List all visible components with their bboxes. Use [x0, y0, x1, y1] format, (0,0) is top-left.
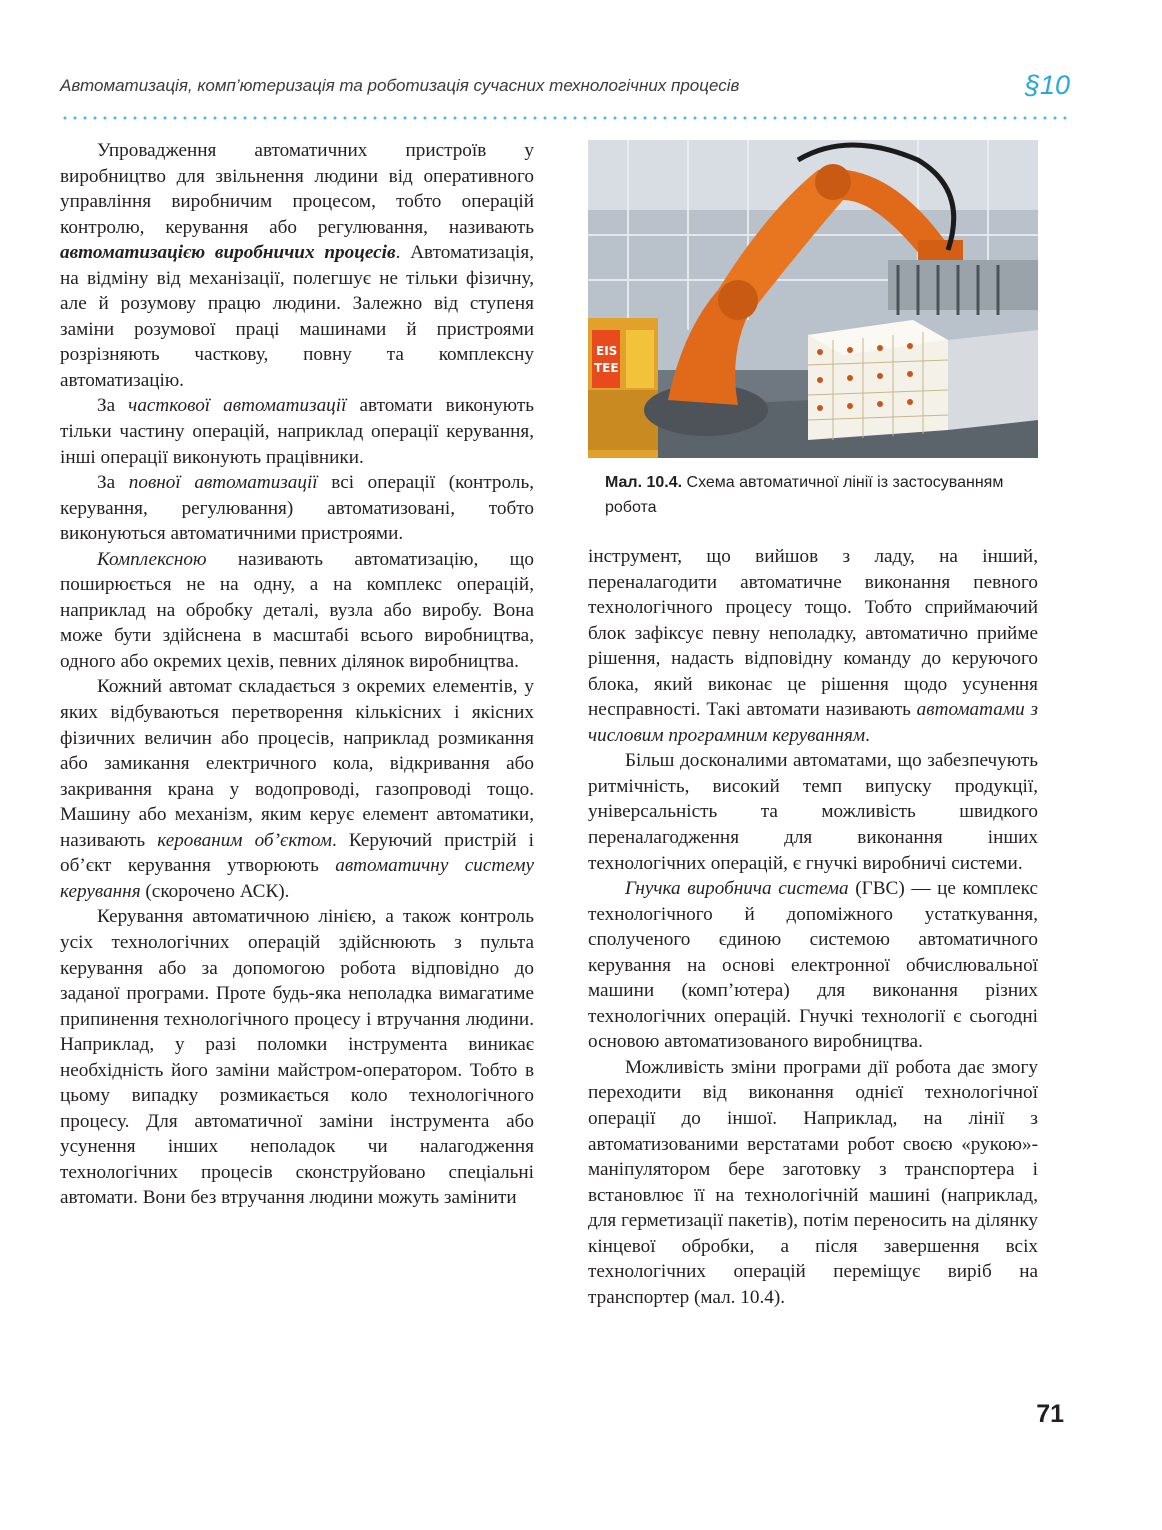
paragraph: Гнучка виробнича система (ГВС) — це комплекс технологічного й допоміжного устаткування, сполученого єдиною системою автоматичного керування на основі електронної обчислювальної машини (комп’ютера) для виконання різних технологічних операцій. Гнучкі технології є сьогодні основою автоматизованого виробництва. [588, 878, 1038, 1053]
paragraph: Можливість зміни програми дії робота дає змогу переходити від виконання однієї технологічної операції до іншої. Наприклад, на лінії з автоматизованими верстатами робот своєю «рукою»-маніпулятором бере заготовку з транспортера і встановлює її на технологічній машині (наприклад, для герметизації пакетів), потім переносить на ділянку кінцевої обробки, а після завершення всіх технологічних операцій переміщує виріб на транспортер (мал. 10.4). [588, 1056, 1038, 1308]
figure-caption: Мал. 10.4. Схема автоматичної лінії із застосуванням робота [605, 474, 1004, 516]
key-term: часткової автоматизації [128, 395, 347, 417]
paragraph: За часткової автоматизації автомати виконують тільки частину операцій, наприклад операції керування, інші операції виконують працівники. [60, 395, 534, 468]
paragraph: Керування автоматичною лінією, а також контроль усіх технологічних операцій здійснюють з пульта керування або за допомогою робота відповідно до заданої програми. Проте будь-яка неполадка вимагатиме припинення технологічного процесу і втручання людини. Наприклад, у разі поломки інструмента виникає необхідність його заміни майстром-оператором. Тобто в цьому випадку розмикається коло технологічного процесу. Для автоматичної заміни інструмента або усунення інших неполадок чи налагодження технологічних процесів сконструйовано спеціальні автомати. Вони без втручання людини можуть замінити [60, 906, 534, 1209]
key-term: автоматизацією виробничих процесів [60, 242, 396, 264]
robot-photo [588, 140, 1038, 458]
page-header [60, 72, 1070, 112]
figure-label: Мал. 10.4. [605, 474, 683, 491]
box-label-eis: EIS [596, 344, 618, 358]
left-text-column [60, 138, 534, 1211]
dotted-divider [60, 116, 1070, 120]
key-term: Комплексною [97, 548, 207, 570]
box-label-tee: TEE [594, 361, 619, 375]
key-term: повної автоматизації [128, 472, 318, 494]
key-term: керованим об’єктом [157, 829, 333, 851]
paragraph: Кожний автомат складається з окремих елементів, у яких відбуваються перетворення кількісних і якісних фізичних величин або процесів, наприклад розмикання або замикання електричного кола, відкривання або закривання крана у водопроводі, газопроводі тощо. Машину або механізм, яким керує елемент автоматики, називають керованим об’єктом. Керуючий пристрій і об’єкт керування утворюють автоматичну систему керування (скорочено АСК). [60, 676, 535, 902]
paragraph: Упровадження автоматичних пристроїв у виробництво для звільнення людини від оперативного управління виробничим процесом, тобто операцій контролю, керування або регулювання, називають автоматизацією виробничих процесів. Автоматизація, на відміну від механізації, полегшує не тільки фізичну, але й розумову працю людини. Залежно від ступеня заміни розумової праці машинами й пристроями розрізняють часткову, повну та комплексну автоматизацію. [60, 140, 534, 391]
key-term: Гнучка виробнича система [625, 878, 849, 900]
page-number: 71 [1036, 1400, 1064, 1428]
right-text-column [588, 544, 1038, 1310]
running-title: Автоматизація, комп’ютеризація та роботизація сучасних технологічних процесів [60, 76, 740, 95]
robot-arm-illustration [588, 140, 1038, 458]
paragraph: Більш досконалими автоматами, що забезпечують ритмічність, високий темп випуску продукції, універсальність та можливість швидкого переналагодження для виконання інших технологічних операцій, є гнучкі виробничі системи. [588, 750, 1038, 874]
paragraph: За повної автоматизації всі операції (контроль, керування, регулювання) автоматизовані, тобто виконуються автоматичними пристроями. [60, 472, 534, 545]
paragraph: інструмент, що вийшов з ладу, на інший, переналагодити автоматичне виконання певного технологічного процесу тощо. Тобто сприймаючий блок зафіксує певну неполадку, автоматично прийме рішення, надасть відповідну команду до керуючого блока, який виконає це рішення щодо усунення несправності. Такі автомати називають автоматами з числовим програмним керуванням. [588, 546, 1038, 746]
key-term: автоматичну систему керування [60, 855, 535, 902]
section-number: §10 [1024, 70, 1070, 100]
key-term: автоматами з числовим програмним керуванням [588, 699, 1038, 746]
paragraph: Комплексною називають автоматизацію, що поширюється не на одну, а на комплекс операцій, наприклад на обробку деталі, вузла або виробу. Вона може бути здійснена в масштабі всього виробництва, одного або окремих цехів, певних ділянок виробництва. [60, 548, 534, 672]
